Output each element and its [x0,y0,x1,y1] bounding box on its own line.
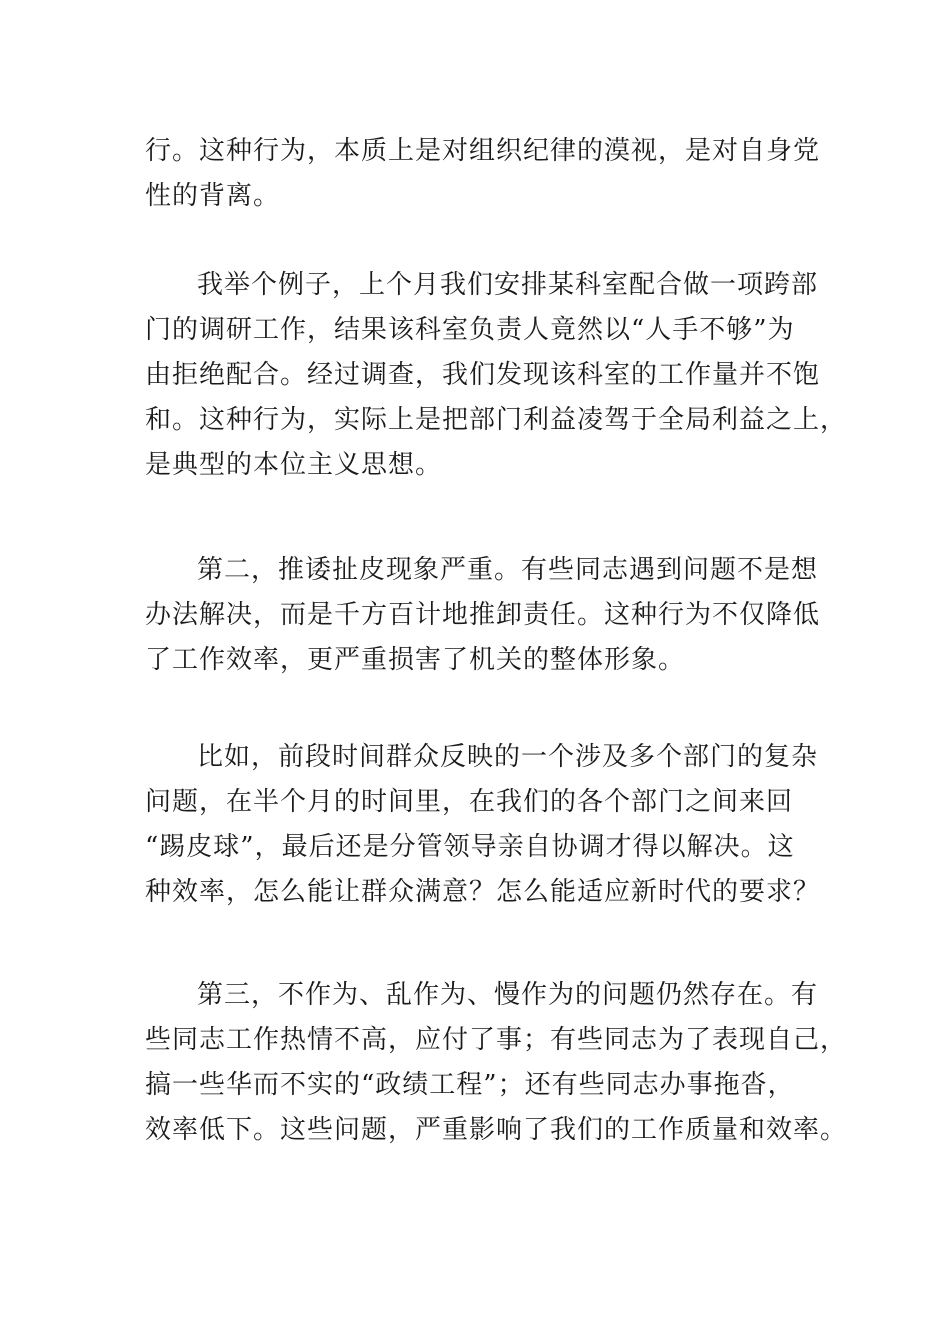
paragraph-line: 行。这种行为，本质上是对组织纪律的漠视，是对自身党 [145,136,821,166]
paragraph-line: 是典型的本位主义思想。 [145,450,443,480]
paragraph-line: 办法解决，而是千方百计地推卸责任。这种行为不仅降低 [145,600,821,630]
paragraph-line: 问题，在半个月的时间里，在我们的各个部门之间来回 [145,787,794,817]
paragraph-line: “踢皮球”，最后还是分管领导亲自协调才得以解决。这 [145,832,795,862]
paragraph-line: 我举个例子，上个月我们安排某科室配合做一项跨部 [197,270,819,300]
paragraph-5 [145,973,848,1153]
paragraph-line: 第二，推诿扯皮现象严重。有些同志遇到问题不是想 [197,555,819,585]
paragraph-line: 门的调研工作，结果该科室负责人竟然以“人手不够”为 [145,315,795,345]
paragraph-line: 由拒绝配合。经过调查，我们发现该科室的工作量并不饱 [145,360,821,390]
paragraph-1 [145,129,821,219]
paragraph-line: 种效率，怎么能让群众满意？怎么能适应新时代的要求？ [145,877,821,907]
paragraph-line: 搞一些华而不实的“政绩工程”；还有些同志办事拖沓， [145,1070,795,1100]
paragraph-line: 比如，前段时间群众反映的一个涉及多个部门的复杂 [197,742,819,772]
paragraph-2 [145,263,848,488]
paragraph-4 [145,735,821,915]
paragraph-line: 些同志工作热情不高，应付了事；有些同志为了表现自己， [145,1025,848,1055]
paragraph-line: 性的背离。 [145,181,281,211]
paragraph-line: 和。这种行为，实际上是把部门利益凌驾于全局利益之上， [145,405,848,435]
paragraph-line: 了工作效率，更严重损害了机关的整体形象。 [145,645,686,675]
paragraph-line: 效率低下。这些问题，严重影响了我们的工作质量和效率。 [145,1115,848,1145]
paragraph-3 [145,548,821,683]
paragraph-line: 第三，不作为、乱作为、慢作为的问题仍然存在。有 [197,980,819,1010]
